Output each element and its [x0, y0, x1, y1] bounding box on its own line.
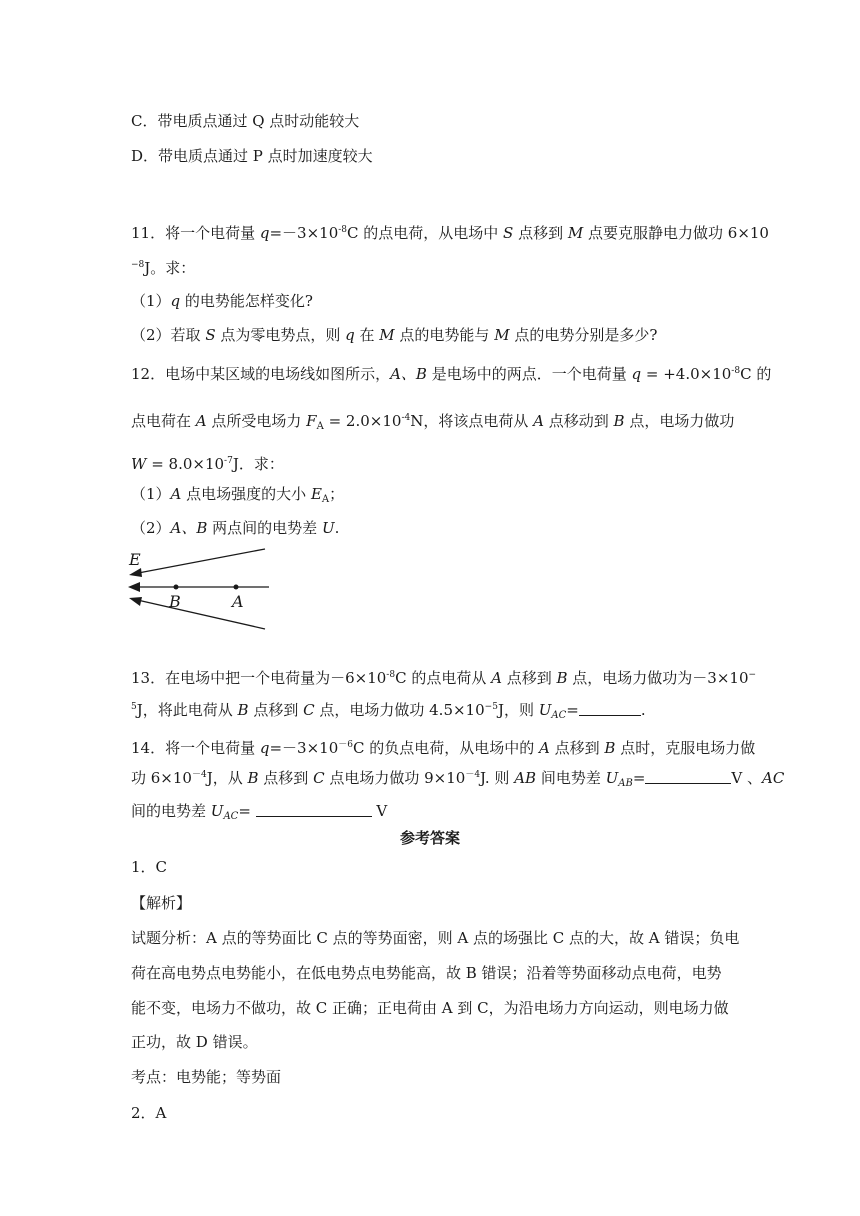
label-e: E: [129, 550, 141, 569]
answer-2: 2．A: [131, 1104, 167, 1122]
q14-uab-blank[interactable]: [645, 769, 731, 784]
point-b: [174, 585, 179, 590]
label-a: A: [232, 592, 244, 611]
q14-line-3: 间的电势差 $U_{AC}= V$: [131, 802, 388, 822]
answer-1-tag: 【解析】: [131, 894, 192, 912]
q12-part-2: （2）A、B 两点间的电势差 U.: [131, 519, 340, 537]
q14-uac-blank[interactable]: [256, 802, 372, 817]
answer-1-para-1: 试题分析：A 点的等势面比 C 点的等势面密，则 A 点的场强比 C 点的大，故 A 错误；负电: [131, 929, 740, 947]
q14-line-2: 功 $6\times 10^{-4}J$，从 B 点移到 C 点电场力做功 $9\times 10^{-4}J$. 则 AB 间电势差 $U_{AB}= V$ 、AC: [131, 769, 785, 789]
field-line-top: [133, 549, 265, 574]
q12-part-1: （1）A 点电场强度的大小 $E_A$；: [131, 485, 345, 505]
answers-title: 参考答案: [399, 829, 460, 847]
field-line-bottom: [133, 599, 265, 629]
answer-1-para-3: 能不变，电场力不做功，故 C 正确；正电荷由 A 到 C，为沿电场力方向运动，则电场力做: [131, 999, 729, 1017]
q12-line-1: 12．电场中某区域的电场线如图所示，A、B 是电场中的两点．一个电荷量 $q = +4.0\times 10^{-8}C$ 的: [131, 365, 772, 383]
q13-line-2: $^5$J，将此电荷从 B 点移到 C 点，电场力做功 $4.5\times 10^{-5}J$，则 $U_{AC}=$ .: [131, 701, 646, 721]
q12-line-3: $W = 8.0\times 10^{-7}J$．求：: [131, 455, 284, 473]
q13-answer-blank[interactable]: [579, 701, 641, 716]
option-d: D．带电质点通过 P 点时加速度较大: [131, 147, 373, 165]
point-a: [234, 585, 239, 590]
answer-1-para-2: 荷在高电势点电势能小，在低电势点电势能高，故 B 错误；沿着等势面移动点电荷，电势: [131, 964, 722, 982]
option-c: C．带电质点通过 Q 点时动能较大: [131, 112, 360, 130]
q11-part-2: （2）若取 S 点为零电势点，则 q 在 M 点的电势能与 M 点的电势分别是多少?: [131, 326, 658, 344]
answer-1-keypoints: 考点：电势能；等势面: [131, 1068, 282, 1086]
q11-line-2: $^{-8}$J。求：: [131, 259, 196, 277]
arrowhead-bottom: [129, 597, 142, 606]
answer-1: 1．C: [131, 858, 168, 876]
label-b: B: [169, 592, 181, 611]
arrowhead-top: [129, 568, 142, 577]
answer-1-para-4: 正功，故 D 错误。: [131, 1033, 258, 1051]
arrowhead-middle: [128, 582, 140, 592]
q11-line-1: 11．将一个电荷量 $q=-3\times 10^{-8}C$ 的点电荷，从电场中 S 点移到 M 点要克服静电力做功 6×10: [131, 224, 769, 242]
q11-part-1: （1）q 的电势能怎样变化?: [131, 292, 313, 310]
q14-line-1: 14．将一个电荷量 $q=-3\times 10^{-6}C$ 的负点电荷，从电场中的 A 点移到 B 点时，克服电场力做: [131, 739, 756, 757]
q13-line-1: 13．在电场中把一个电荷量为$-6\times 10^{-8}C$ 的点电荷从 A 点移到 B 点，电场力做功为－3×10−: [131, 669, 757, 687]
q12-line-2: 点电荷在 A 点所受电场力 $F_A = 2.0\times 10^{-4}N$，将该点电荷从 A 点移动到 B 点，电场力做功: [131, 412, 735, 432]
field-lines-figure: [125, 545, 275, 635]
